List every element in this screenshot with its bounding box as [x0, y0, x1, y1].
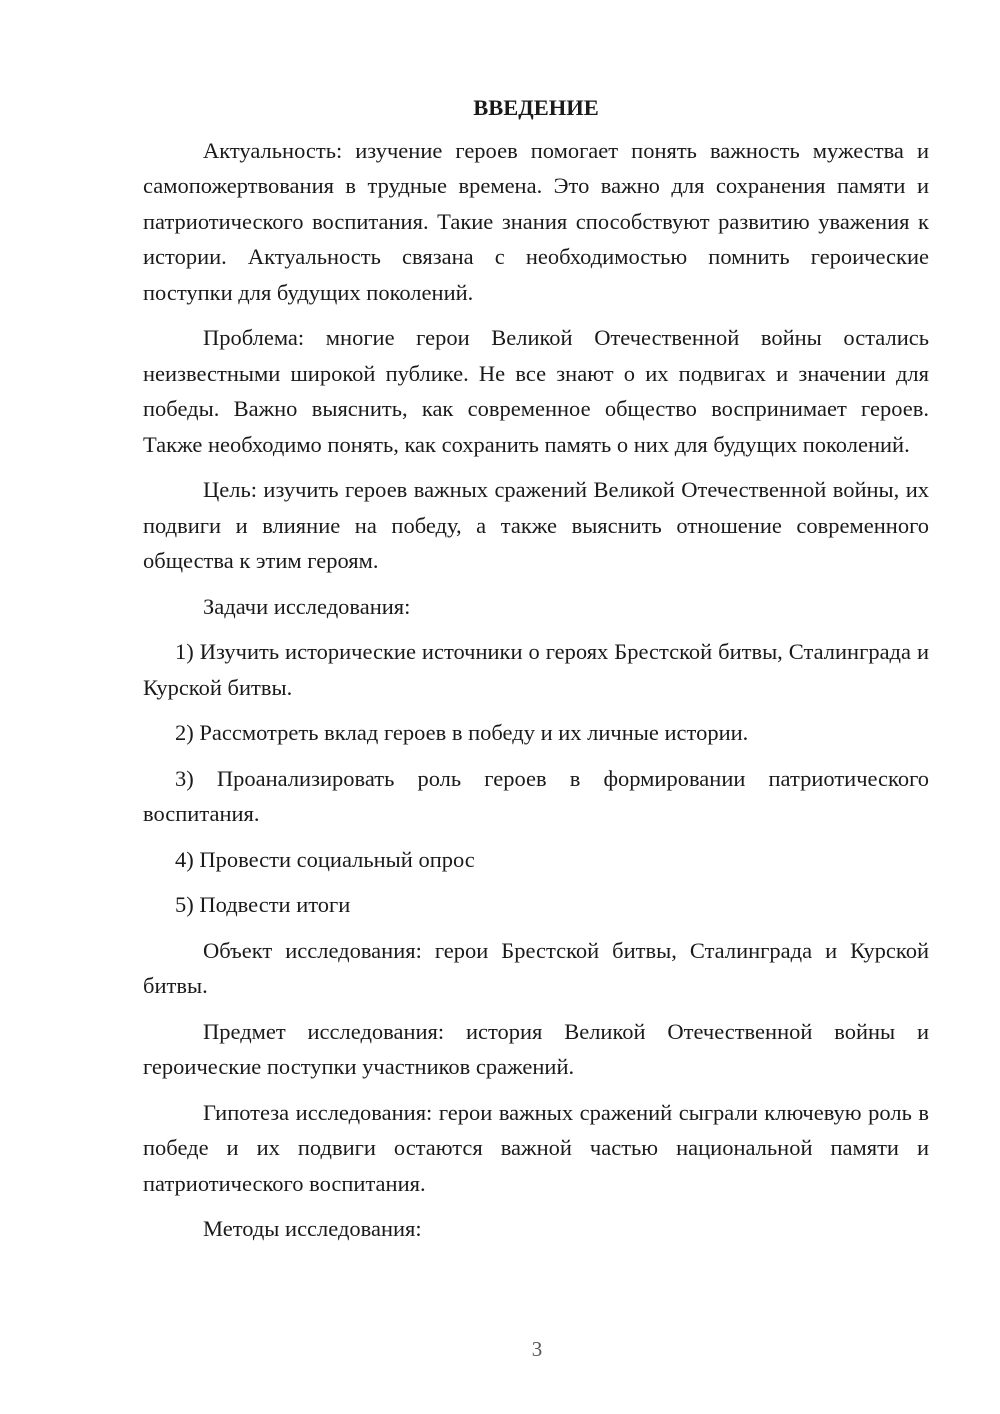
goal-paragraph: Цель: изучить героев важных сражений Великой Отечественной войны, их подвиги и влияние на победу, а также выяснить отношение современного общества к этим героям. [143, 477, 929, 573]
object-paragraph: Объект исследования: герои Брестской битвы, Сталинграда и Курской битвы. [143, 937, 929, 998]
problem-paragraph: Проблема: многие герои Великой Отечественной войны остались неизвестными широкой публике. Не все знают о их подвигах и значении для победы. Важно выяснить, как современное общество воспринимает героев. Также необходимо понять, как сохранить память о них для будущих поколений. [143, 325, 929, 457]
tasks-label: Задачи исследования: [203, 593, 411, 619]
section-heading: ВВЕДЕНИЕ [473, 95, 599, 120]
hypothesis-paragraph: Гипотеза исследования: герои важных сражений сыграли ключевую роль в победе и их подвиги остаются важной частью национальной памяти и патриотического воспитания. [143, 1099, 929, 1196]
task-item-3: 3) Проанализировать роль героев в формировании патриотического воспитания. [143, 765, 929, 826]
methods-label: Методы исследования: [203, 1216, 422, 1241]
task-item-2: 2) Рассмотреть вклад героев в победу и их личные истории. [175, 720, 749, 745]
page-content [143, 90, 929, 1257]
relevance-paragraph: Актуальность: изучение героев помогает понять важность мужества и самопожертвования в трудные времена. Это важно для сохранения памяти и патриотического воспитания. Такие знания способствуют развитию уважения к истории. Актуальность связана с необходимостью помнить героические поступки для будущих поколений. [143, 137, 929, 305]
page-number: 3 [531, 1337, 543, 1361]
task-item-1: 1) Изучить исторические источники о героях Брестской битвы, Сталинграда и Курской битвы. [143, 639, 929, 700]
task-item-4: 4) Провести социальный опрос [175, 846, 475, 872]
task-item-5: 5) Подвести итоги [175, 892, 351, 917]
subject-paragraph: Предмет исследования: история Великой Отечественной войны и героические поступки участников сражений. [143, 1018, 929, 1079]
